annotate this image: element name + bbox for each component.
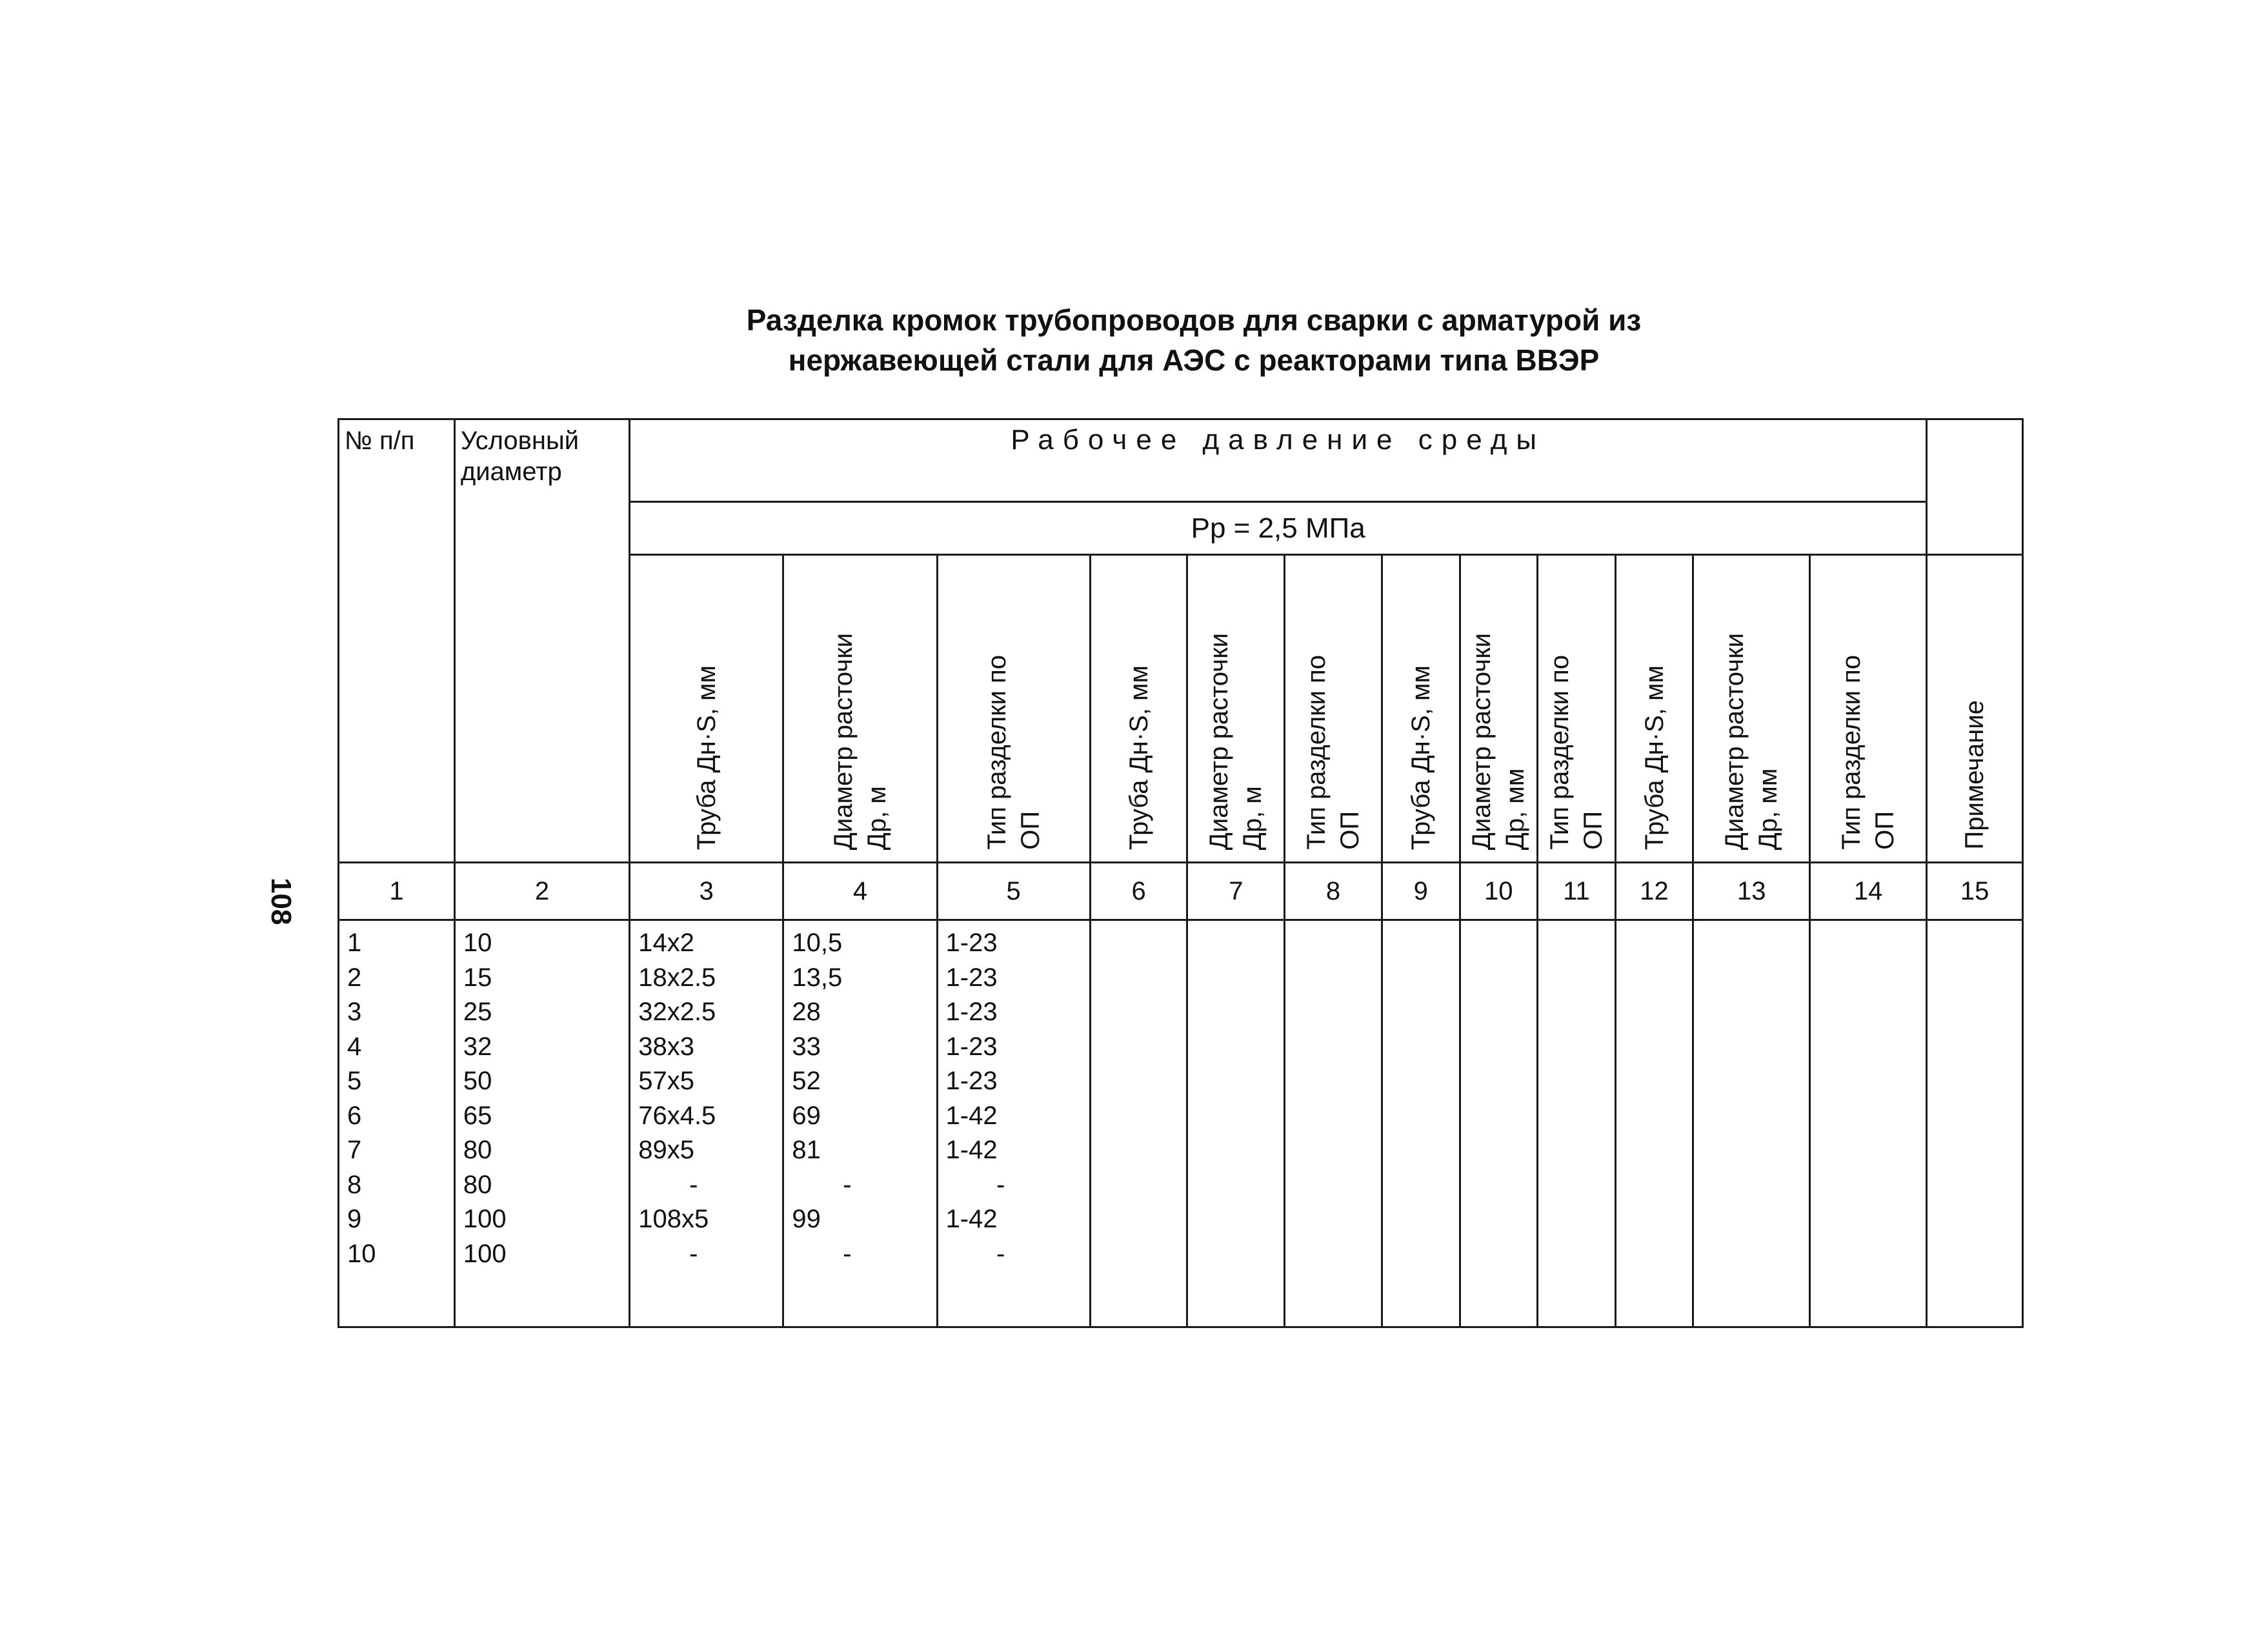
data-column-6	[1090, 920, 1187, 1327]
data-column-bore-diameter	[783, 920, 937, 1327]
data-column-11	[1538, 920, 1616, 1327]
table-cell-pipe-8: -	[689, 1170, 698, 1199]
col-header-9: Труба Дн·S, мм	[1382, 555, 1460, 863]
col-header-5: Тип разделки по ОП	[937, 555, 1090, 863]
table-cell-type-2: 1-23	[945, 963, 998, 992]
table-cell-bore-2: 13,5	[792, 963, 843, 992]
data-column-13	[1693, 920, 1810, 1327]
page-number: 108	[265, 878, 297, 925]
table-cell-npp-8: 8	[347, 1170, 362, 1199]
table-cell-npp-6: 6	[347, 1101, 362, 1130]
table-cell-dn-4: 32	[463, 1032, 492, 1061]
table-cell-pipe-9: 108x5	[638, 1205, 709, 1233]
table-cell-type-5: 1-23	[945, 1067, 998, 1095]
table-cell-type-8: -	[996, 1170, 1005, 1199]
data-column-15	[1927, 920, 2023, 1327]
table-cell-npp-10: 10	[347, 1239, 376, 1268]
table-cell-bore-7: 81	[792, 1136, 821, 1164]
table-cell-type-6: 1-42	[945, 1101, 998, 1130]
header-pressure-value: Рр = 2,5 МПа	[630, 502, 1927, 555]
table-cell-pipe-5: 57x5	[638, 1067, 694, 1095]
col-number-5: 5	[937, 863, 1090, 920]
col-header-14: Тип разделки по ОП	[1810, 555, 1927, 863]
table-cell-pipe-4: 38x3	[638, 1032, 694, 1061]
table-cell-dn-3: 25	[463, 998, 492, 1026]
data-column-14	[1810, 920, 1927, 1327]
col-number-15: 15	[1927, 863, 2023, 920]
table-cell-dn-8: 80	[463, 1170, 492, 1199]
table-cell-dn-7: 80	[463, 1136, 492, 1164]
header-working-pressure: Рабочее давление среды	[630, 419, 1927, 502]
table-cell-npp-7: 7	[347, 1136, 362, 1164]
header-nominal-diameter: Условный диаметр	[454, 419, 629, 863]
col-header-13: Диаметр расточки Др, мм	[1693, 555, 1810, 863]
data-column-10	[1460, 920, 1538, 1327]
col-header-7: Диаметр расточки Др, м	[1187, 555, 1285, 863]
col-number-3: 3	[630, 863, 783, 920]
table-cell-pipe-10: -	[689, 1239, 698, 1268]
col-number-4: 4	[783, 863, 937, 920]
col-number-7: 7	[1187, 863, 1285, 920]
title-line-2: нержавеющей стали для АЭС с реакторами типа ВВЭР	[788, 343, 1600, 377]
table-cell-type-9: 1-42	[945, 1205, 998, 1233]
col-number-10: 10	[1460, 863, 1538, 920]
table-cell-bore-10: -	[843, 1239, 852, 1268]
data-column-8	[1285, 920, 1382, 1327]
data-column-12	[1615, 920, 1693, 1327]
col-number-8: 8	[1285, 863, 1382, 920]
col-header-10: Диаметр расточки Др, мм	[1460, 555, 1538, 863]
col-header-8: Тип разделки по ОП	[1285, 555, 1382, 863]
table-cell-pipe-2: 18x2.5	[638, 963, 716, 992]
col-number-9: 9	[1382, 863, 1460, 920]
table-cell-dn-10: 100	[463, 1239, 507, 1268]
table-cell-bore-5: 52	[792, 1067, 821, 1095]
data-column-edge-type	[937, 920, 1090, 1327]
table-cell-dn-5: 50	[463, 1067, 492, 1095]
table-cell-type-4: 1-23	[945, 1032, 998, 1061]
table-cell-npp-3: 3	[347, 998, 362, 1026]
table-cell-npp-4: 4	[347, 1032, 362, 1061]
table-cell-type-10: -	[996, 1239, 1005, 1268]
table-cell-bore-1: 10,5	[792, 929, 843, 957]
table-cell-pipe-3: 32x2.5	[638, 998, 716, 1026]
table-cell-npp-5: 5	[347, 1067, 362, 1095]
col-number-13: 13	[1693, 863, 1810, 920]
table-cell-bore-3: 28	[792, 998, 821, 1026]
table-cell-bore-4: 33	[792, 1032, 821, 1061]
table-cell-pipe-6: 76x4.5	[638, 1101, 716, 1130]
table-cell-bore-8: -	[843, 1170, 852, 1199]
data-column-pipe	[630, 920, 783, 1327]
col-header-11: Тип разделки по ОП	[1538, 555, 1616, 863]
document-title	[452, 300, 1936, 380]
col-number-11: 11	[1538, 863, 1616, 920]
header-npp: № п/п	[339, 419, 455, 863]
data-column-npp	[339, 920, 455, 1327]
table-cell-bore-9: 99	[792, 1205, 821, 1233]
col-number-2: 2	[454, 863, 629, 920]
col-number-14: 14	[1810, 863, 1927, 920]
edge-preparation-table	[337, 418, 2024, 1328]
table-cell-dn-2: 15	[463, 963, 492, 992]
table-cell-pipe-7: 89x5	[638, 1136, 694, 1164]
table-cell-type-1: 1-23	[945, 929, 998, 957]
col-header-3: Труба Дн·S, мм	[630, 555, 783, 863]
table-cell-npp-1: 1	[347, 929, 362, 957]
table-cell-dn-9: 100	[463, 1205, 507, 1233]
col-header-15: Примечание	[1927, 555, 2023, 863]
data-column-9	[1382, 920, 1460, 1327]
title-line-1: Разделка кромок трубопроводов для сварки с арматурой из	[746, 303, 1642, 337]
table-cell-pipe-1: 14x2	[638, 929, 694, 957]
table-cell-dn-1: 10	[463, 929, 492, 957]
table-cell-npp-2: 2	[347, 963, 362, 992]
header-note-top	[1927, 419, 2023, 555]
col-number-6: 6	[1090, 863, 1187, 920]
table-cell-type-3: 1-23	[945, 998, 998, 1026]
table-cell-bore-6: 69	[792, 1101, 821, 1130]
col-header-4: Диаметр расточки Др, м	[783, 555, 937, 863]
col-header-6: Труба Дн·S, мм	[1090, 555, 1187, 863]
data-column-7	[1187, 920, 1285, 1327]
col-number-1: 1	[339, 863, 455, 920]
col-number-12: 12	[1615, 863, 1693, 920]
data-column-nominal-diameter	[454, 920, 629, 1327]
table-cell-type-7: 1-42	[945, 1136, 998, 1164]
col-header-12: Труба Дн·S, мм	[1615, 555, 1693, 863]
table-cell-npp-9: 9	[347, 1205, 362, 1233]
table-cell-dn-6: 65	[463, 1101, 492, 1130]
